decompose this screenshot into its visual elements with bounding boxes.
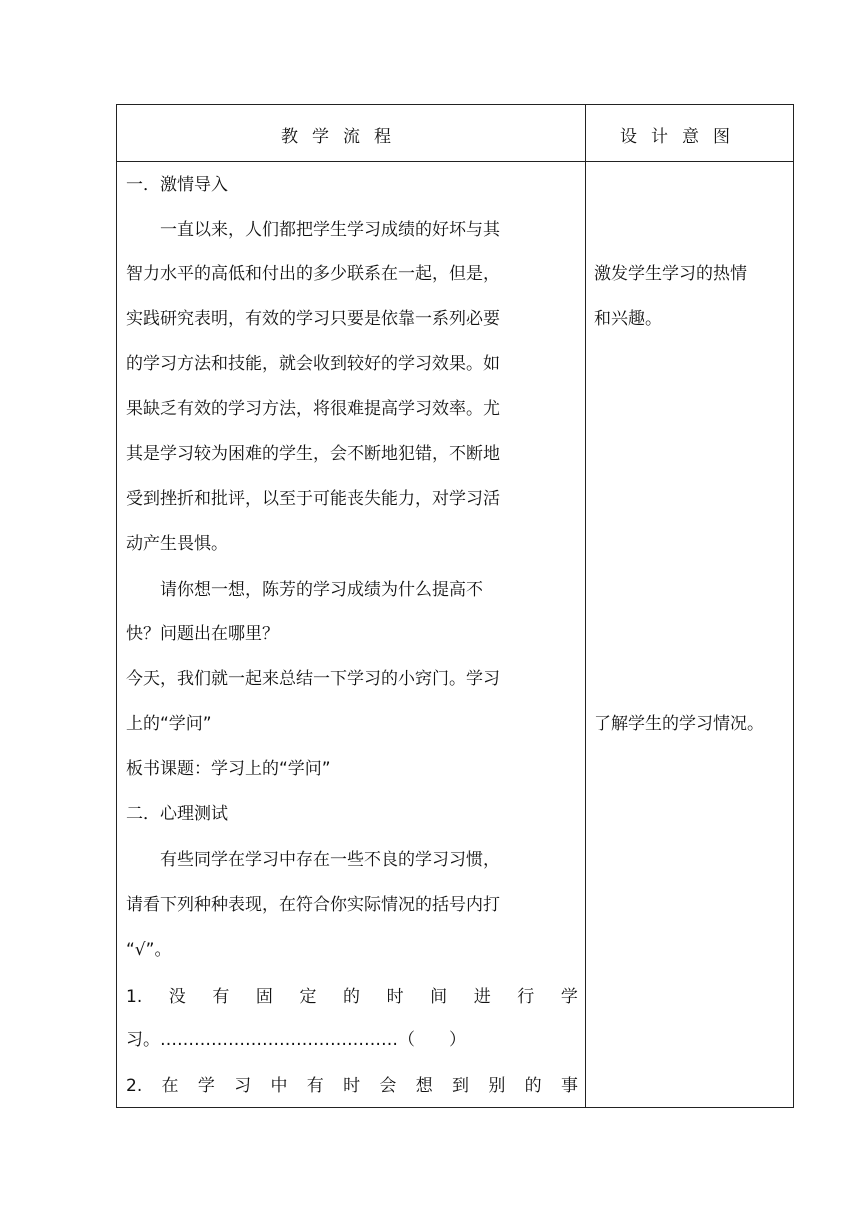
survey-item-char: 行: [517, 987, 535, 1007]
process-line: 请看下列种种表现，在符合你实际情况的括号内打: [126, 895, 500, 915]
survey-item-char: 会: [379, 1076, 397, 1096]
survey-item-char: 固: [255, 987, 273, 1007]
process-line: 二．心理测试: [126, 804, 228, 824]
survey-item-char: 别: [488, 1076, 506, 1096]
process-line: 请你想一想，陈芳的学习成绩为什么提高不: [126, 580, 483, 600]
process-line: 一．激情导入: [126, 175, 228, 195]
design-intent-line: 激发学生学习的热情: [594, 264, 747, 284]
design-intent-line: 了解学生的学习情况。: [594, 714, 764, 734]
survey-item-char: 定: [299, 987, 317, 1007]
column-divider: [585, 104, 586, 1108]
survey-item-1: [126, 983, 578, 1011]
header-design-intent: 设计意图: [620, 127, 744, 147]
process-line: 有些同学在学习中存在一些不良的学习习惯，: [126, 850, 500, 870]
process-line: 板书课题：学习上的“学问”: [126, 759, 331, 779]
survey-item-char: 没: [168, 987, 186, 1007]
survey-item-char: 有: [212, 987, 230, 1007]
survey-item-1-continuation: 习。……………………………………（ ）: [126, 1030, 466, 1050]
process-line: 一直以来，人们都把学生学习成绩的好坏与其: [126, 220, 500, 240]
process-line: 实践研究表明，有效的学习只要是依靠一系列必要: [126, 309, 500, 329]
survey-item-char: 有: [306, 1076, 324, 1096]
survey-item-char: 事: [560, 1076, 578, 1096]
survey-item-char: 学: [197, 1076, 215, 1096]
survey-item-number: 2.: [126, 1076, 143, 1096]
design-intent-line: 和兴趣。: [594, 309, 662, 329]
survey-item-char: 学: [560, 987, 578, 1007]
process-line: 果缺乏有效的学习方法，将很难提高学习效率。尤: [126, 399, 500, 419]
survey-item-char: 中: [270, 1076, 288, 1096]
survey-item-char: 习: [234, 1076, 252, 1096]
process-line: 的学习方法和技能，就会收到较好的学习效果。如: [126, 354, 500, 374]
process-line: 智力水平的高低和付出的多少联系在一起，但是，: [126, 264, 500, 284]
survey-item-char: 的: [524, 1076, 542, 1096]
process-line: 受到挫折和批评，以至于可能丧失能力，对学习活: [126, 489, 500, 509]
survey-item-char: 间: [430, 987, 448, 1007]
survey-item-char: 到: [452, 1076, 470, 1096]
header-divider: [116, 161, 794, 162]
process-line: 上的“学问”: [126, 714, 212, 734]
process-line: 其是学习较为困难的学生，会不断地犯错，不断地: [126, 444, 500, 464]
survey-item-char: 想: [415, 1076, 433, 1096]
survey-item-number: 1.: [126, 987, 143, 1007]
survey-item-char: 的: [343, 987, 361, 1007]
survey-item-char: 在: [161, 1076, 179, 1096]
header-teaching-process: 教学流程: [281, 127, 405, 147]
survey-item-char: 时: [386, 987, 404, 1007]
process-line: 动产生畏惧。: [126, 534, 228, 554]
survey-item-char: 时: [343, 1076, 361, 1096]
survey-item-char: 进: [473, 987, 491, 1007]
process-line: “√”。: [126, 940, 172, 960]
survey-item-2: [126, 1072, 578, 1100]
process-line: 快？问题出在哪里？: [126, 624, 279, 644]
process-line: 今天，我们就一起来总结一下学习的小窍门。学习: [126, 669, 500, 689]
